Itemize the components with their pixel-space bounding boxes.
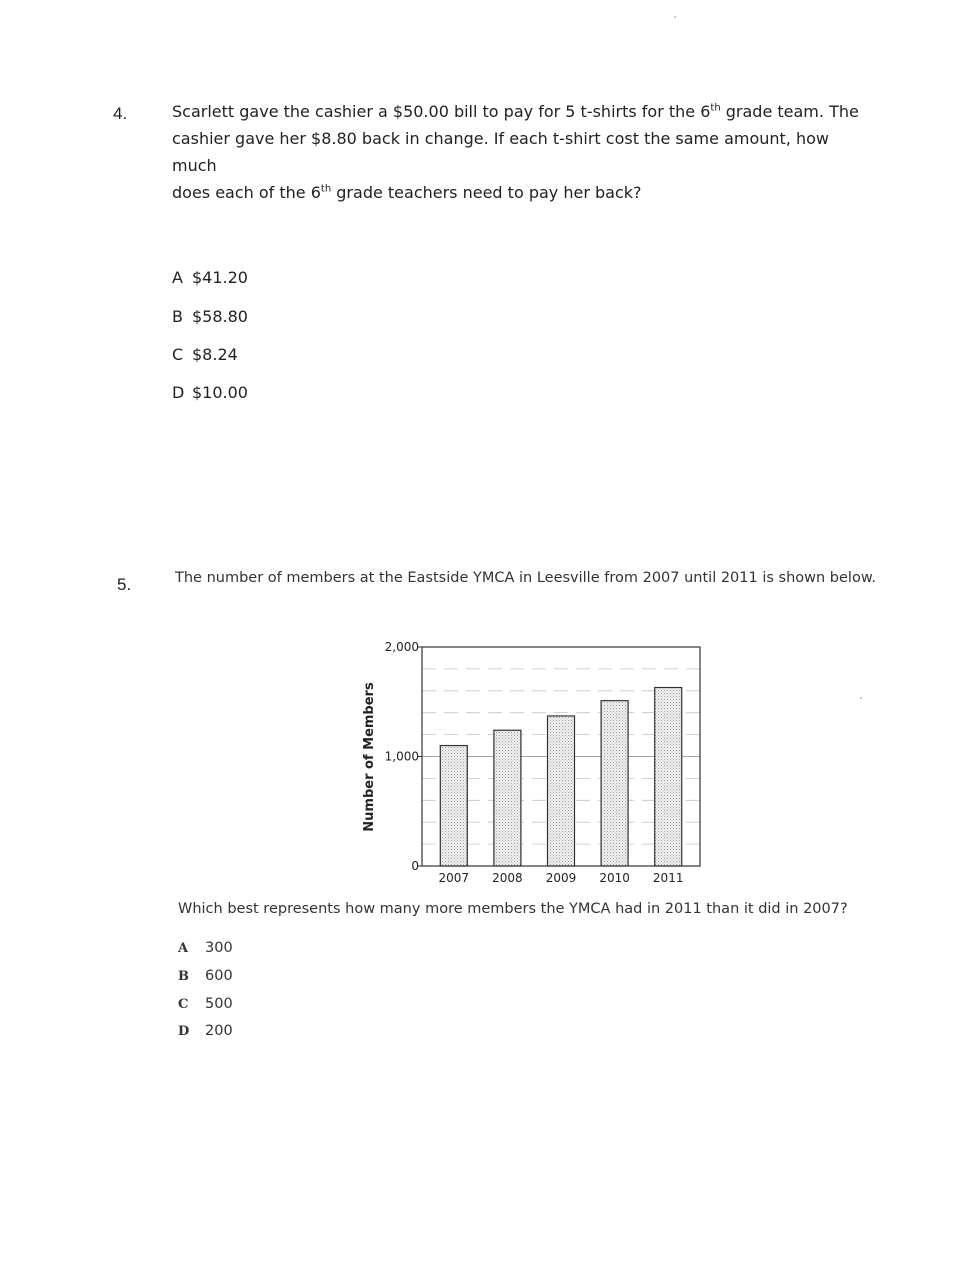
x-tick-label-2008: 2008: [492, 871, 523, 885]
bar-2010: [601, 701, 628, 866]
question-4-choice-d[interactable]: D $10.00: [172, 383, 248, 402]
question-4-line2: cashier gave her $8.80 back in change. If each t-shirt cost the same amount, how much: [172, 129, 829, 175]
question-5-intro: The number of members at the Eastside YMCA in Leesville from 2007 until 2011 is shown below.: [175, 570, 876, 586]
scan-speck: [674, 16, 676, 18]
chart-y-ticks: [385, 640, 422, 873]
y-tick-label: 1,000: [384, 749, 419, 764]
x-tick-label-2010: 2010: [599, 871, 630, 885]
x-tick-label-2007: 2007: [438, 871, 470, 885]
bar-2008: [494, 730, 521, 866]
question-5-number: 5.: [117, 575, 132, 594]
question-5-choice-c[interactable]: C 500: [178, 996, 233, 1012]
question-4-choice-a[interactable]: A $41.20: [172, 268, 248, 287]
y-tick-label: 2,000: [384, 640, 419, 654]
bar-2007: [440, 746, 467, 866]
y-axis-label: Number of Members: [362, 682, 377, 832]
question-4-text: [172, 98, 872, 206]
scan-speck: [860, 697, 862, 699]
chart-bars: [440, 688, 681, 866]
question-4-line3: does each of the 6th grade teachers need to pay her back?: [172, 183, 642, 202]
x-tick-label-2009: 2009: [545, 871, 577, 885]
question-4-choice-c[interactable]: C $8.24: [172, 345, 238, 364]
y-tick-label: 0: [411, 859, 419, 873]
question-4-number: 4.: [113, 104, 128, 123]
bar-2009: [548, 716, 575, 866]
member-bar-chart: [340, 630, 710, 890]
question-5-text: Which best represents how many more members the YMCA had in 2011 than it did in 2007?: [178, 901, 848, 917]
bar-2011: [655, 688, 682, 866]
chart-x-ticks: [439, 871, 684, 885]
question-5-choice-d[interactable]: D 200: [178, 1023, 233, 1039]
x-tick-label-2011: 2011: [652, 871, 684, 885]
question-5-choice-a[interactable]: A 300: [178, 940, 233, 956]
question-4-line1: Scarlett gave the cashier a $50.00 bill to pay for 5 t-shirts for the 6th grade team. The: [172, 102, 859, 121]
question-4-choice-b[interactable]: B $58.80: [172, 307, 248, 326]
question-5-choice-b[interactable]: B 600: [178, 968, 233, 984]
